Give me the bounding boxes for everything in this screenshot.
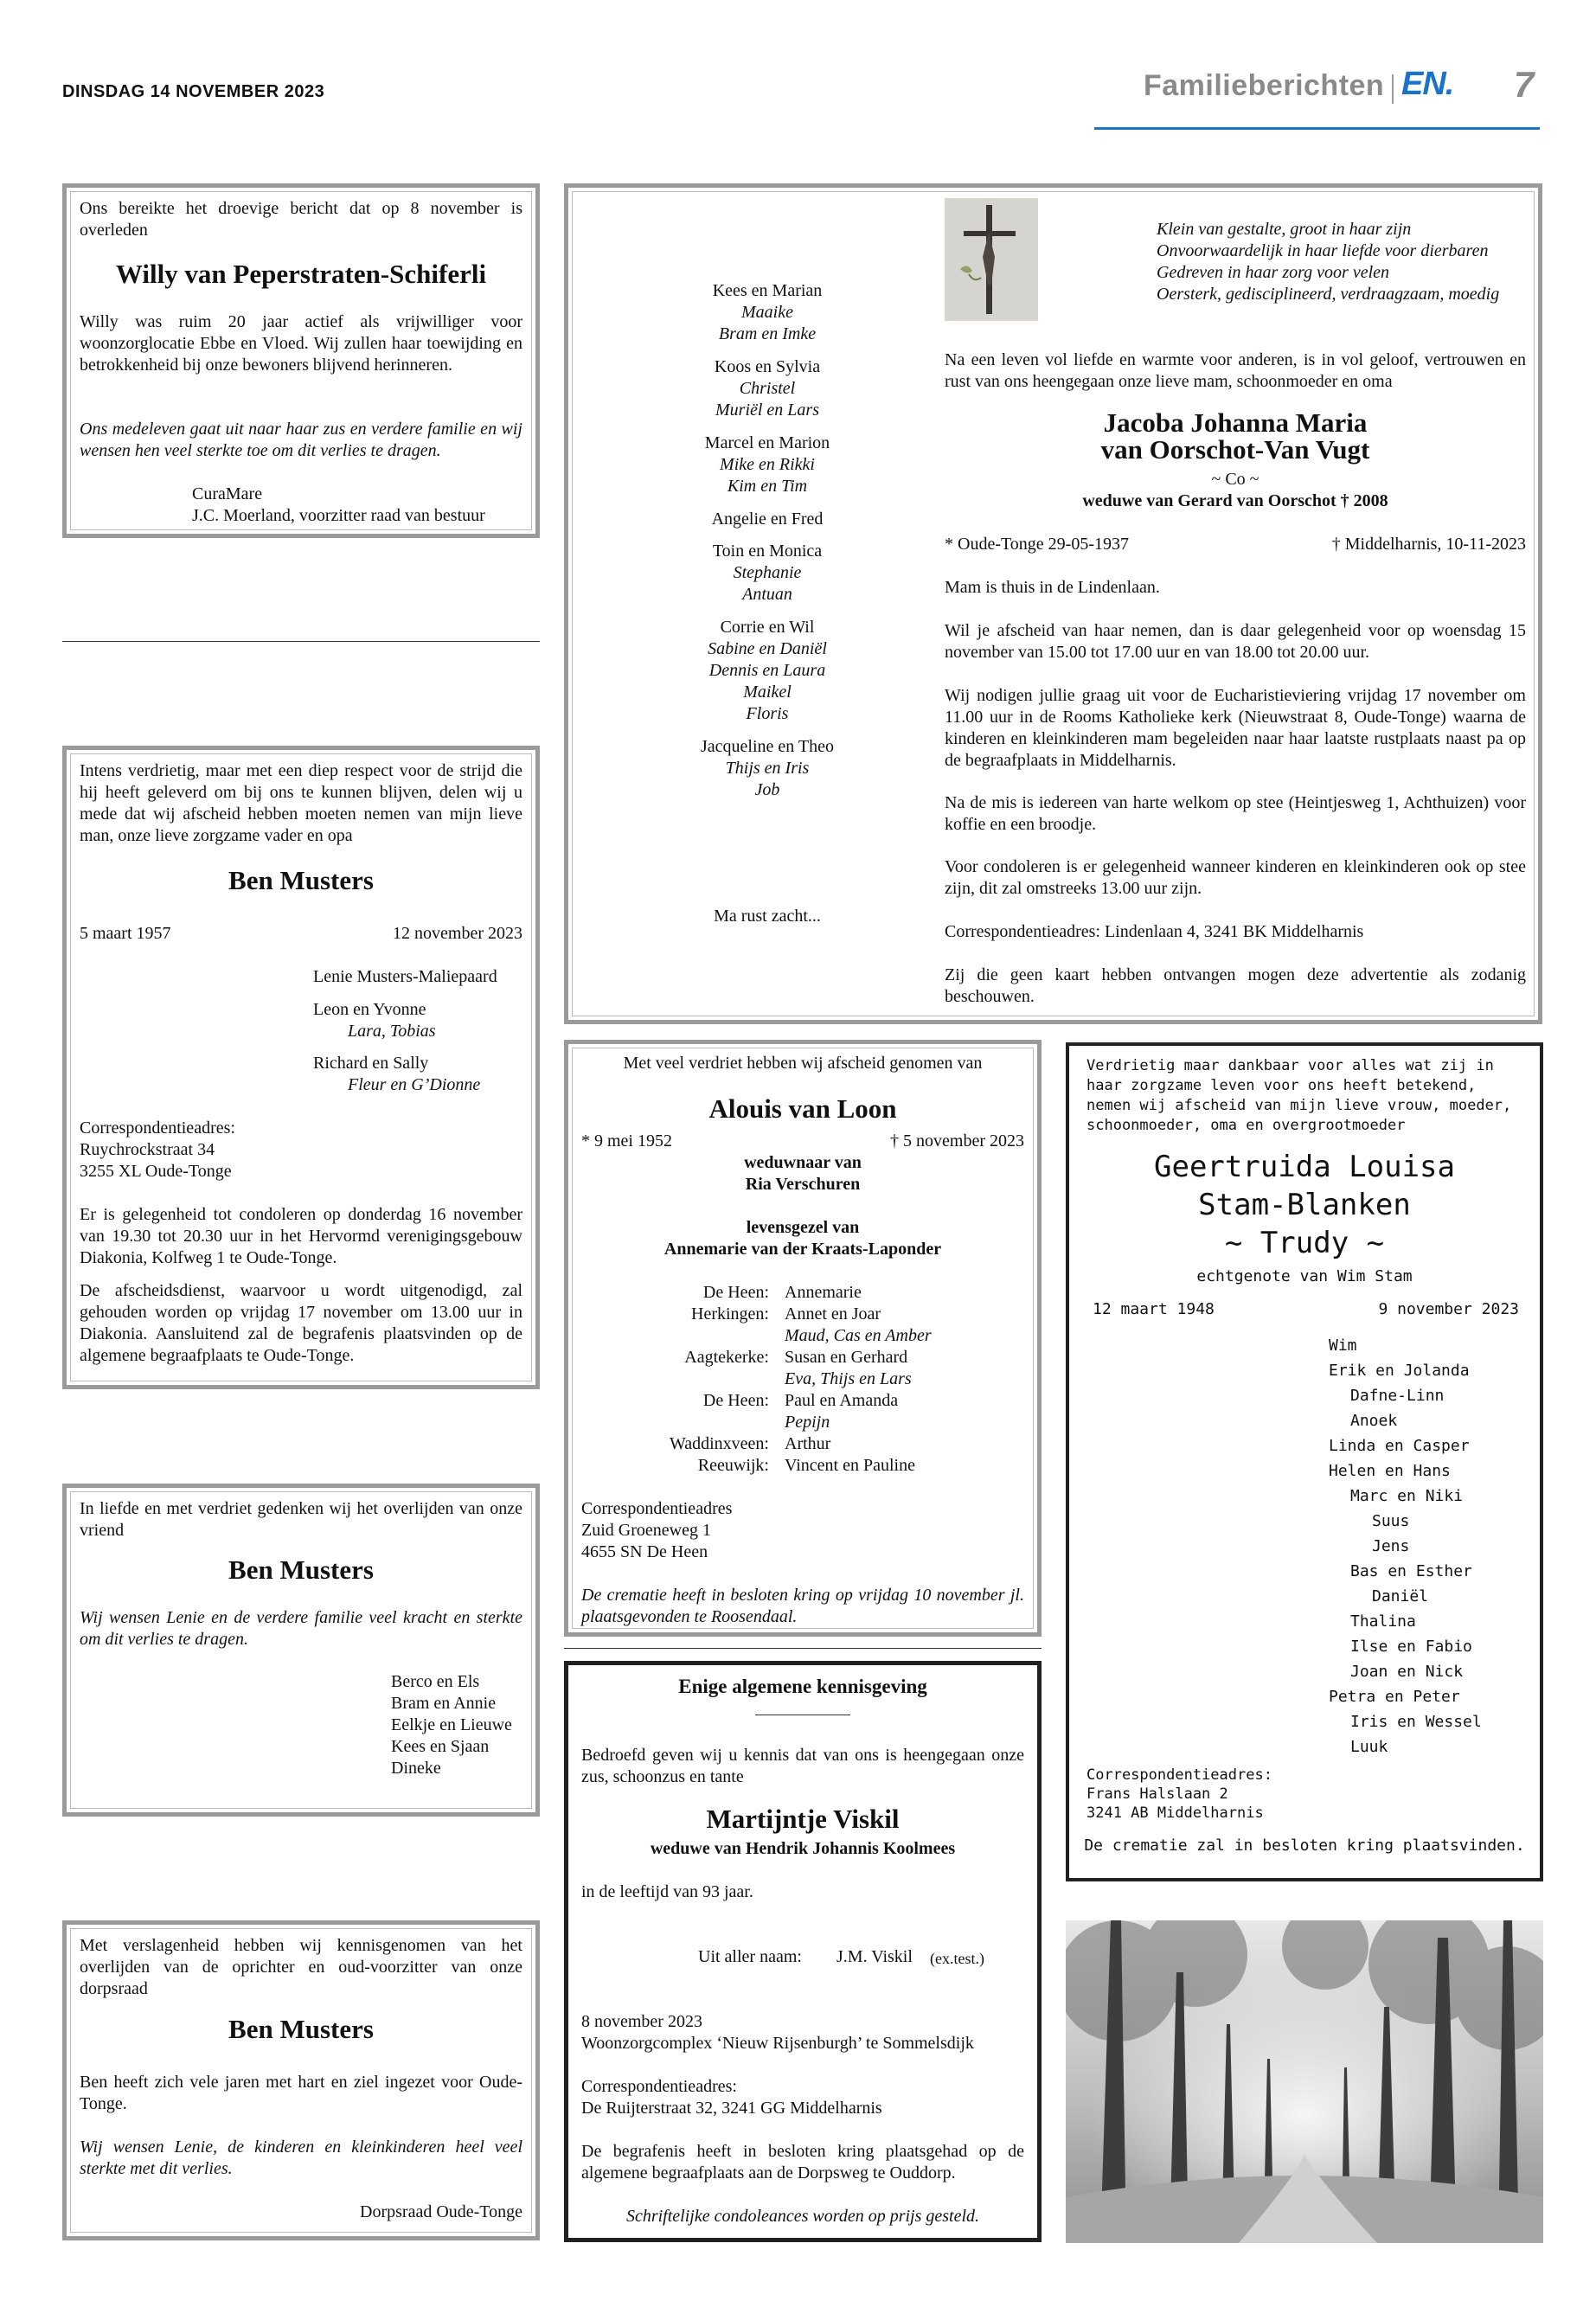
notice-ben-musters-family <box>62 746 540 1389</box>
family-children: Maud, Cas en Amber <box>785 1326 932 1345</box>
family-member: Joan en Nick <box>1350 1663 1464 1681</box>
notice-body: Ben heeft zich vele jaren met hart en ziel ingezet voor Oude-Tonge. <box>80 2073 522 2113</box>
poem-line: Onvoorwaardelijk in haar liefde voor dierbaren <box>1157 241 1489 260</box>
family-place: De Heen: <box>702 1283 769 1302</box>
family-member: Dafne-Linn <box>1350 1387 1445 1405</box>
family-member: Ilse en Fabio <box>1350 1638 1472 1656</box>
family-member: Paul en Amanda <box>785 1391 899 1410</box>
family-place: Aagtekerke: <box>684 1348 769 1367</box>
family-children: Pepijn <box>785 1413 830 1432</box>
column-divider <box>564 1648 1042 1649</box>
family-children: Fleur en G’Dionne <box>348 1075 481 1094</box>
corr-street: Zuid Groeneweg 1 <box>581 1521 711 1540</box>
signer-name: J.M. Viskil <box>836 1947 913 1966</box>
cremation-note: De crematie zal in besloten kring plaatsvinden. <box>1084 1836 1525 1855</box>
signer-name: Kees en Sjaan <box>391 1737 490 1756</box>
family-member: Toin en Monica <box>712 542 823 561</box>
family-member: Wim <box>1329 1336 1357 1355</box>
family-member: Annet en Joar <box>785 1304 881 1324</box>
page-number: 7 <box>1514 64 1535 105</box>
poem-line: Klein van gestalte, groot in haar zijn <box>1157 220 1412 239</box>
family-children: Muriël en Lars <box>715 401 819 420</box>
family-member: Koos en Sylvia <box>714 357 821 376</box>
forest-image <box>1066 1920 1543 2243</box>
notice-intro: Na een leven vol liefde en warmte voor anderen, is in vol geloof, vertrouwen en rust van ons heengegaan onze lieve mam, schoonmoeder en oma <box>945 350 1526 391</box>
edition-date: DINSDAG 14 NOVEMBER 2023 <box>62 82 325 101</box>
death-date: 12 november 2023 <box>393 924 522 943</box>
family-member: Jens <box>1372 1537 1410 1555</box>
notice-intro: Met verslagenheid hebben wij kennisgenomen van het overlijden van de oprichter en oud-voorzitter van onze dorpsraad <box>80 1936 522 1998</box>
birth-date: * Oude-Tonge 29-05-1937 <box>945 535 1129 554</box>
corr-label: Correspondentieadres <box>581 1499 733 1518</box>
cremation-note: De crematie heeft in besloten kring op vrijdag 10 november jl. plaatsgevonden te Roosendaal. <box>581 1586 1024 1626</box>
widower-of: Ria Verschuren <box>745 1175 861 1194</box>
death-date: 8 november 2023 <box>581 2012 702 2031</box>
family-children: Mike en Rikki <box>720 455 815 474</box>
widow-of: weduwe van Gerard van Oorschot † 2008 <box>1082 491 1388 510</box>
forest-photo <box>1066 1920 1543 2243</box>
notice-trudy <box>1066 1042 1543 1881</box>
family-member: Petra en Peter <box>1329 1688 1460 1706</box>
age: in de leeftijd van 93 jaar. <box>581 1882 753 1901</box>
deceased-name: Ben Musters <box>228 865 374 895</box>
column-divider <box>62 641 540 642</box>
death-date: 9 november 2023 <box>1378 1300 1519 1318</box>
notice-willy <box>62 183 540 538</box>
family-children: Bram en Imke <box>718 324 817 343</box>
signer-name: Eelkje en Lieuwe <box>391 1715 512 1734</box>
deceased-name: Martijntje Viskil <box>706 1804 900 1834</box>
birth-date: 12 maart 1948 <box>1093 1300 1215 1318</box>
paragraph: Wil je afscheid van haar nemen, dan is daar gelegenheid voor op woensdag 15 november van 15.00 tot 17.00 uur en van 18.00 tot 20.00 uur. <box>945 621 1526 662</box>
corr-city: 3255 XL Oude-Tonge <box>80 1162 232 1181</box>
notice-intro: In liefde en met verdriet gedenken wij het overlijden van onze vriend <box>80 1499 522 1540</box>
birth-date: 5 maart 1957 <box>80 924 171 943</box>
family-children: Maaike <box>741 303 793 322</box>
paragraph: Correspondentieadres: Lindenlaan 4, 3241 BK Middelharnis <box>945 922 1364 941</box>
widower-label: weduwnaar van <box>744 1153 862 1172</box>
corr-street: Frans Halslaan 2 <box>1086 1785 1228 1803</box>
notice-intro: Intens verdrietig, maar met een diep respect voor de strijd die hij heeft geleverd om bij ons te kunnen blijven, delen wij u mede dat wij afscheid hebben moeten nemen van mijn lieve man, onze lieve zorgzame vader en opa <box>80 761 522 845</box>
brand-logo: EN. <box>1401 66 1454 102</box>
family-member: Angelie en Fred <box>711 510 824 529</box>
signer-name: Berco en Els <box>391 1672 480 1691</box>
family-member: Suus <box>1372 1512 1410 1530</box>
family-place: De Heen: <box>702 1391 769 1410</box>
partner-of: Annemarie van der Kraats-Laponder <box>663 1240 942 1259</box>
family-children: Eva, Thijs en Lars <box>785 1369 912 1388</box>
signer-name: J.C. Moerland, voorzitter raad van bestuur <box>192 506 485 525</box>
death-date: † Middelharnis, 10-11-2023 <box>1331 535 1526 554</box>
signer-name: Bram en Annie <box>391 1694 497 1713</box>
corr-city: 4655 SN De Heen <box>581 1542 708 1561</box>
paragraph: Na de mis is iedereen van harte welkom op stee (Heintjesweg 1, Achthuizen) voor koffie en een broodje. <box>945 793 1526 834</box>
nickname: ~ Trudy ~ <box>1224 1226 1385 1260</box>
notice-ben-musters-friends <box>62 1484 540 1817</box>
header-divider <box>1392 74 1394 104</box>
nickname: ~ Co ~ <box>1211 470 1259 489</box>
family-children: Stephanie <box>733 563 802 582</box>
deceased-name: Willy van Peperstraten-Schiferli <box>115 259 487 289</box>
notice-body: Willy was ruim 20 jaar actief als vrijwilliger voor woonzorglocatie Ebbe en Vloed. Wij zullen haar toewijding en betrokkenheid bij onze bewoners blijvend herinneren. <box>80 312 522 375</box>
notice-intro: Verdrietig maar dankbaar voor alles wat zij in haar zorgzame leven voor ons heeft betekend, nemen wij afscheid van mijn lieve vrouw, moeder, schoonmoeder, oma en overgrootmoeder <box>1086 1057 1512 1134</box>
family-member: Daniël <box>1372 1587 1429 1606</box>
signer-label: Uit aller naam: <box>698 1947 802 1966</box>
poem-line: Oersterk, gedisciplineerd, verdraagzaam, moedig <box>1157 285 1500 304</box>
signer-org: CuraMare <box>192 484 263 503</box>
paragraph: Zij die geen kaart hebben ontvangen mogen deze advertentie als zodanig beschouwen. <box>945 965 1526 1006</box>
crucifix-image <box>945 198 1038 321</box>
corr-label: Correspondentieadres: <box>1086 1766 1272 1784</box>
widow-of: weduwe van Hendrik Johannis Koolmees <box>650 1839 956 1858</box>
section-title: Familieberichten <box>1144 69 1385 102</box>
burial-info: De begrafenis heeft in besloten kring plaatsgehad op de algemene begraafplaats aan de Dorpsweg te Ouddorp. <box>581 2142 1024 2182</box>
death-date: † 5 november 2023 <box>890 1131 1024 1150</box>
poem-line: Gedreven in haar zorg voor velen <box>1157 263 1390 282</box>
corr-city: 3241 AB Middelharnis <box>1086 1804 1264 1822</box>
family-children: Dennis en Laura <box>708 661 826 680</box>
deceased-name-2: Stam-Blanken <box>1198 1188 1411 1222</box>
family-member: Susan en Gerhard <box>785 1348 908 1367</box>
corr-label: Correspondentieadres: <box>80 1118 235 1138</box>
notice-alouis <box>564 1040 1042 1637</box>
family-children: Christel <box>739 379 796 398</box>
family-member: Marcel en Marion <box>704 433 830 452</box>
condolence-info: Er is gelegenheid tot condoleren op donderdag 16 november van 19.30 tot 20.30 uur in het Hervormd verenigingsgebouw Diakonia, Kolfweg 1 te Oude-Tonge. <box>80 1205 522 1267</box>
notice-intro: Met veel verdriet hebben wij afscheid genomen van <box>623 1054 983 1073</box>
notice-intro: Bedroefd geven wij u kennis dat van ons is heengegaan onze zus, schoonzus en tante <box>581 1746 1024 1786</box>
family-place: Herkingen: <box>691 1304 769 1324</box>
family-member: Marc en Niki <box>1350 1487 1464 1505</box>
family-member: Jacqueline en Theo <box>700 737 834 756</box>
family-member: Linda en Casper <box>1329 1437 1470 1455</box>
deceased-name: Ben Musters <box>228 1554 374 1585</box>
death-place: Woonzorgcomplex ‘Nieuw Rijsenburgh’ te Sommelsdijk <box>581 2034 974 2053</box>
family-member: Vincent en Pauline <box>785 1456 915 1475</box>
family-children: Thijs en Iris <box>725 759 810 778</box>
corr-address: De Ruijterstraat 32, 3241 GG Middelharnis <box>581 2099 882 2118</box>
family-children: Lara, Tobias <box>348 1022 436 1041</box>
family-member: Anoek <box>1350 1412 1398 1430</box>
family-member: Lenie Musters-Maliepaard <box>313 967 497 986</box>
spouse-of: echtgenote van Wim Stam <box>1196 1267 1413 1285</box>
family-children: Maikel <box>743 683 792 702</box>
family-member: Corrie en Wil <box>720 618 815 637</box>
paragraph: Voor condoleren is er gelegenheid wanneer kinderen en kleinkinderen ook op stee zijn, dit zal omstreeks 13.00 uur zijn. <box>945 857 1526 898</box>
deceased-name: Ben Musters <box>228 2014 374 2044</box>
notice-wish: Wij wensen Lenie, de kinderen en kleinkinderen heel veel sterkte met dit verlies. <box>80 2138 522 2178</box>
family-place: Reeuwijk: <box>697 1456 769 1475</box>
family-member: Iris en Wessel <box>1350 1713 1482 1731</box>
family-member: Luuk <box>1350 1738 1388 1756</box>
family-children: Kim en Tim <box>727 477 808 496</box>
family-member: Annemarie <box>785 1283 862 1302</box>
notice-wish: Wij wensen Lenie en de verdere familie veel kracht en sterkte om dit verlies te dragen. <box>80 1608 522 1649</box>
deceased-name: Jacoba Johanna Maria <box>1103 407 1368 438</box>
crucifix-icon <box>945 198 1038 321</box>
family-member: Helen en Hans <box>1329 1462 1451 1480</box>
family-member: Richard en Sally <box>313 1054 429 1073</box>
birth-date: * 9 mei 1952 <box>581 1131 672 1150</box>
family-member: Leon en Yvonne <box>313 1000 426 1019</box>
family-children: Job <box>754 780 780 799</box>
notice-jacoba <box>564 183 1542 1024</box>
deceased-name: Alouis van Loon <box>708 1093 897 1124</box>
family-member: Kees en Marian <box>712 281 823 300</box>
family-member: Erik en Jolanda <box>1329 1362 1470 1380</box>
deceased-name-2: van Oorschot-Van Vugt <box>1100 434 1370 465</box>
family-member: Arthur <box>785 1434 831 1453</box>
notice-martijntje <box>564 1661 1042 2242</box>
signer-name: Dorpsraad Oude-Tonge <box>360 2202 522 2221</box>
family-children: Antuan <box>742 585 792 604</box>
family-member: Thalina <box>1350 1612 1416 1631</box>
paragraph: Wij nodigen jullie graag uit voor de Eucharistieviering vrijdag 17 november om 11.00 uur in de Rooms Katholieke kerk (Nieuwstraat 8, Oude-Tonge) waarna de kinderen en kleinkinderen mam begeleiden naar haar laatste rustplaats naast pa op de begraafplaats in Middelharnis. <box>945 686 1526 770</box>
notice-intro: Ons bereikte het droevige bericht dat op 8 november is overleden <box>80 199 522 240</box>
header-underline <box>1094 127 1540 130</box>
notice-ben-musters-dorpsraad <box>62 1920 540 2240</box>
corr-label: Correspondentieadres: <box>581 2077 737 2096</box>
corr-street: Ruychrockstraat 34 <box>80 1140 215 1159</box>
family-children: Sabine en Daniël <box>708 639 827 658</box>
family-children: Floris <box>746 704 789 723</box>
family-member: Bas en Esther <box>1350 1562 1472 1580</box>
service-info: De afscheidsdienst, waarvoor u wordt uitgenodigd, zal gehouden worden op vrijdag 17 november om 13.00 uur in Diakonia. Aansluitend zal de begrafenis plaatsvinden op de algemene begraafplaats te Oude-Tonge. <box>80 1281 522 1365</box>
partner-label: levensgezel van <box>746 1218 860 1237</box>
condolence-note: Schriftelijke condoleances worden op prijs gesteld. <box>625 2207 980 2226</box>
paragraph: Mam is thuis in de Lindenlaan. <box>945 578 1160 597</box>
signer-note: (ex.test.) <box>930 1950 984 1967</box>
notice-title: Enige algemene kennisgeving <box>678 1676 927 1697</box>
closing-line: Ma rust zacht... <box>714 907 821 926</box>
signer-name: Dineke <box>391 1759 441 1778</box>
notice-wish: Ons medeleven gaat uit naar haar zus en verdere familie en wij wensen hen veel sterkte toe om dit verlies te dragen. <box>80 420 522 460</box>
deceased-name: Geertruida Louisa <box>1154 1150 1455 1184</box>
family-place: Waddinxveen: <box>669 1434 769 1453</box>
